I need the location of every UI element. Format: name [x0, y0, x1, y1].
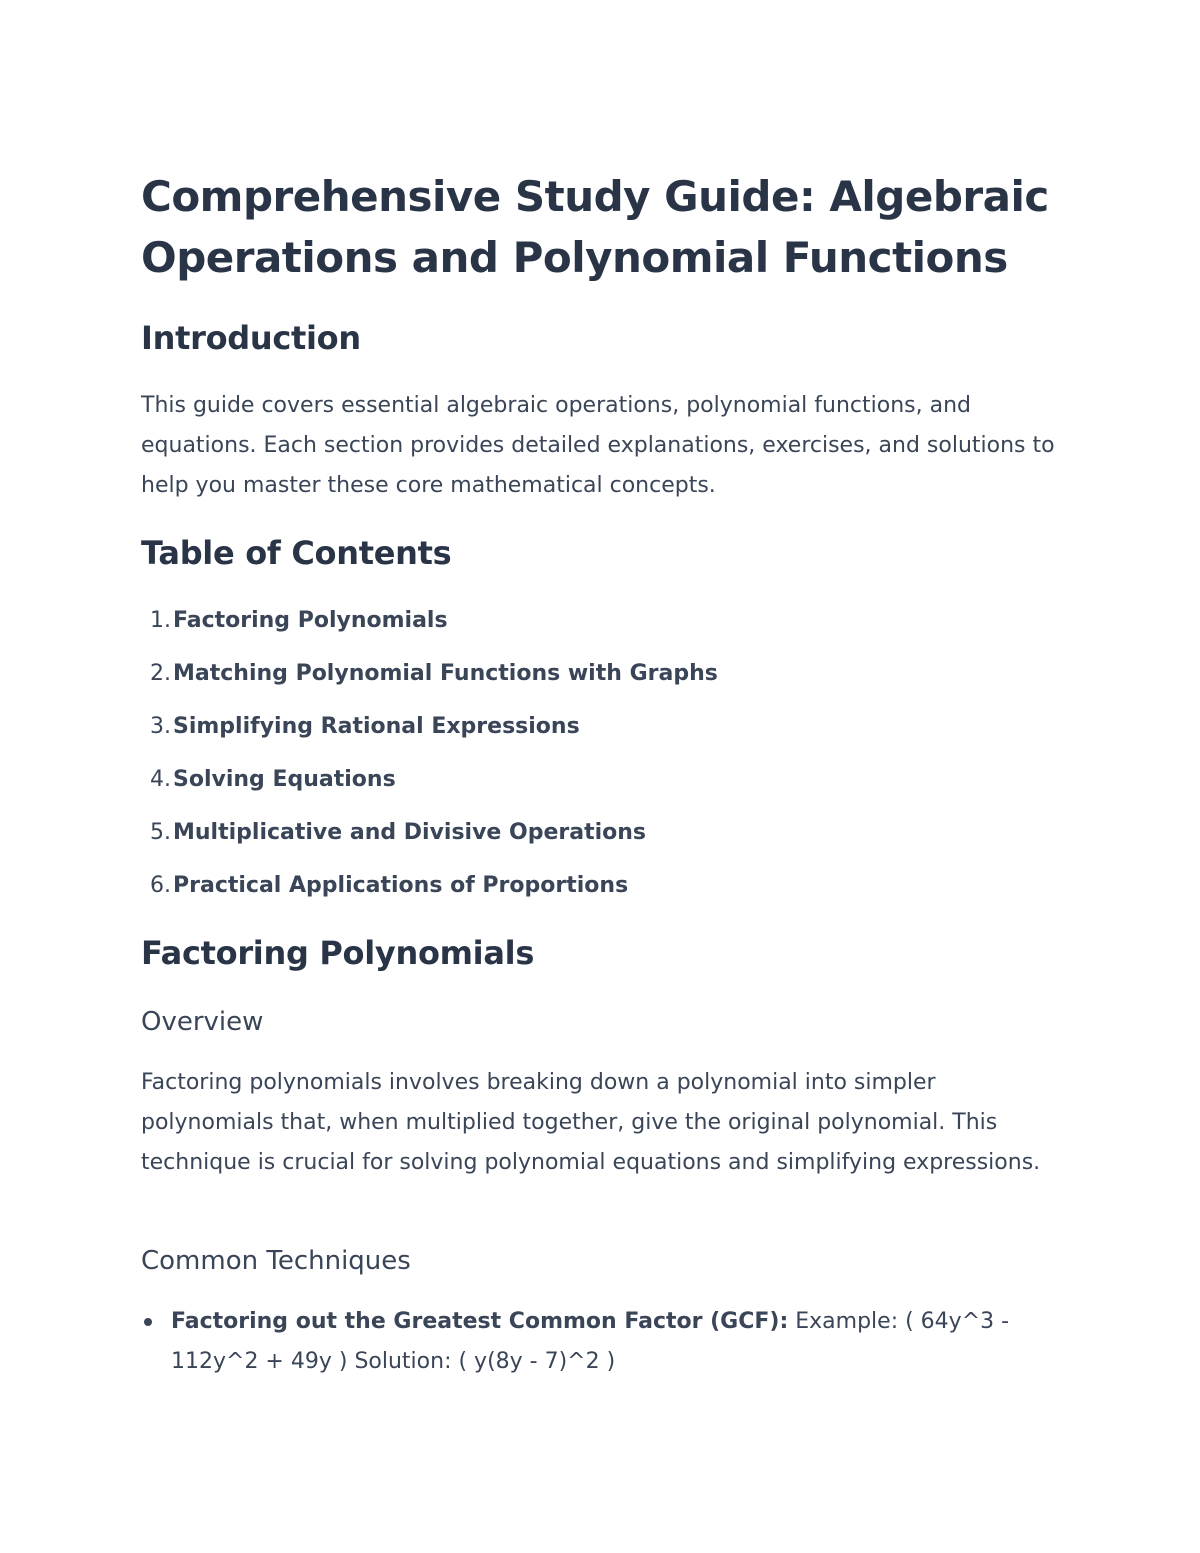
- techniques-heading: Common Techniques: [141, 1246, 411, 1276]
- table-of-contents: [141, 602, 718, 920]
- technique-text: Example: ( 64y^3 - 112y^2 + 49y ) Solution: ( y(8y - 7)^2 ): [171, 1309, 1010, 1374]
- overview-heading: Overview: [141, 1007, 264, 1037]
- toc-item-solving-equations[interactable]: [141, 761, 718, 814]
- toc-item-label: Matching Polynomial Functions with Graphs: [173, 661, 718, 686]
- toc-item-label: Practical Applications of Proportions: [173, 873, 629, 898]
- toc-item-number: 1.: [150, 608, 171, 633]
- toc-item-number: 4.: [150, 767, 171, 792]
- toc-item-number: 6.: [150, 873, 171, 898]
- toc-item-number: 2.: [150, 661, 171, 686]
- toc-item-simplifying-rational-expressions[interactable]: [141, 708, 718, 761]
- toc-heading: Table of Contents: [141, 534, 452, 572]
- overview-text: Factoring polynomials involves breaking down a polynomial into simpler polynomials that, when multiplied together, give the original polynomial. This technique is crucial for solving polynomial equations and simplifying expressions.: [141, 1070, 1041, 1175]
- toc-item-matching-polynomial-functions[interactable]: [141, 655, 718, 708]
- toc-item-multiplicative-divisive-operations[interactable]: [141, 814, 718, 867]
- toc-item-label: Simplifying Rational Expressions: [173, 714, 580, 739]
- toc-item-label: Solving Equations: [173, 767, 396, 792]
- factoring-heading: Factoring Polynomials: [141, 934, 535, 972]
- toc-item-label: Factoring Polynomials: [173, 608, 448, 633]
- toc-item-factoring-polynomials[interactable]: [141, 602, 718, 655]
- toc-item-number: 5.: [150, 820, 171, 845]
- introduction-heading: Introduction: [141, 319, 361, 357]
- introduction-text: This guide covers essential algebraic operations, polynomial functions, and equations. Each section provides detailed explanations, exercises, and solutions to help you master these core mathematical concepts.: [141, 393, 1055, 498]
- techniques-list: [141, 1302, 1071, 1382]
- toc-item-number: 3.: [150, 714, 171, 739]
- list-item: [141, 1302, 1071, 1382]
- technique-term: Factoring out the Greatest Common Factor (GCF):: [171, 1309, 789, 1334]
- toc-item-label: Multiplicative and Divisive Operations: [173, 820, 646, 845]
- document-title: Comprehensive Study Guide: Algebraic Operations and Polynomial Functions: [141, 172, 1049, 282]
- toc-item-practical-applications-proportions[interactable]: [141, 867, 718, 920]
- bullet-icon: [144, 1318, 152, 1326]
